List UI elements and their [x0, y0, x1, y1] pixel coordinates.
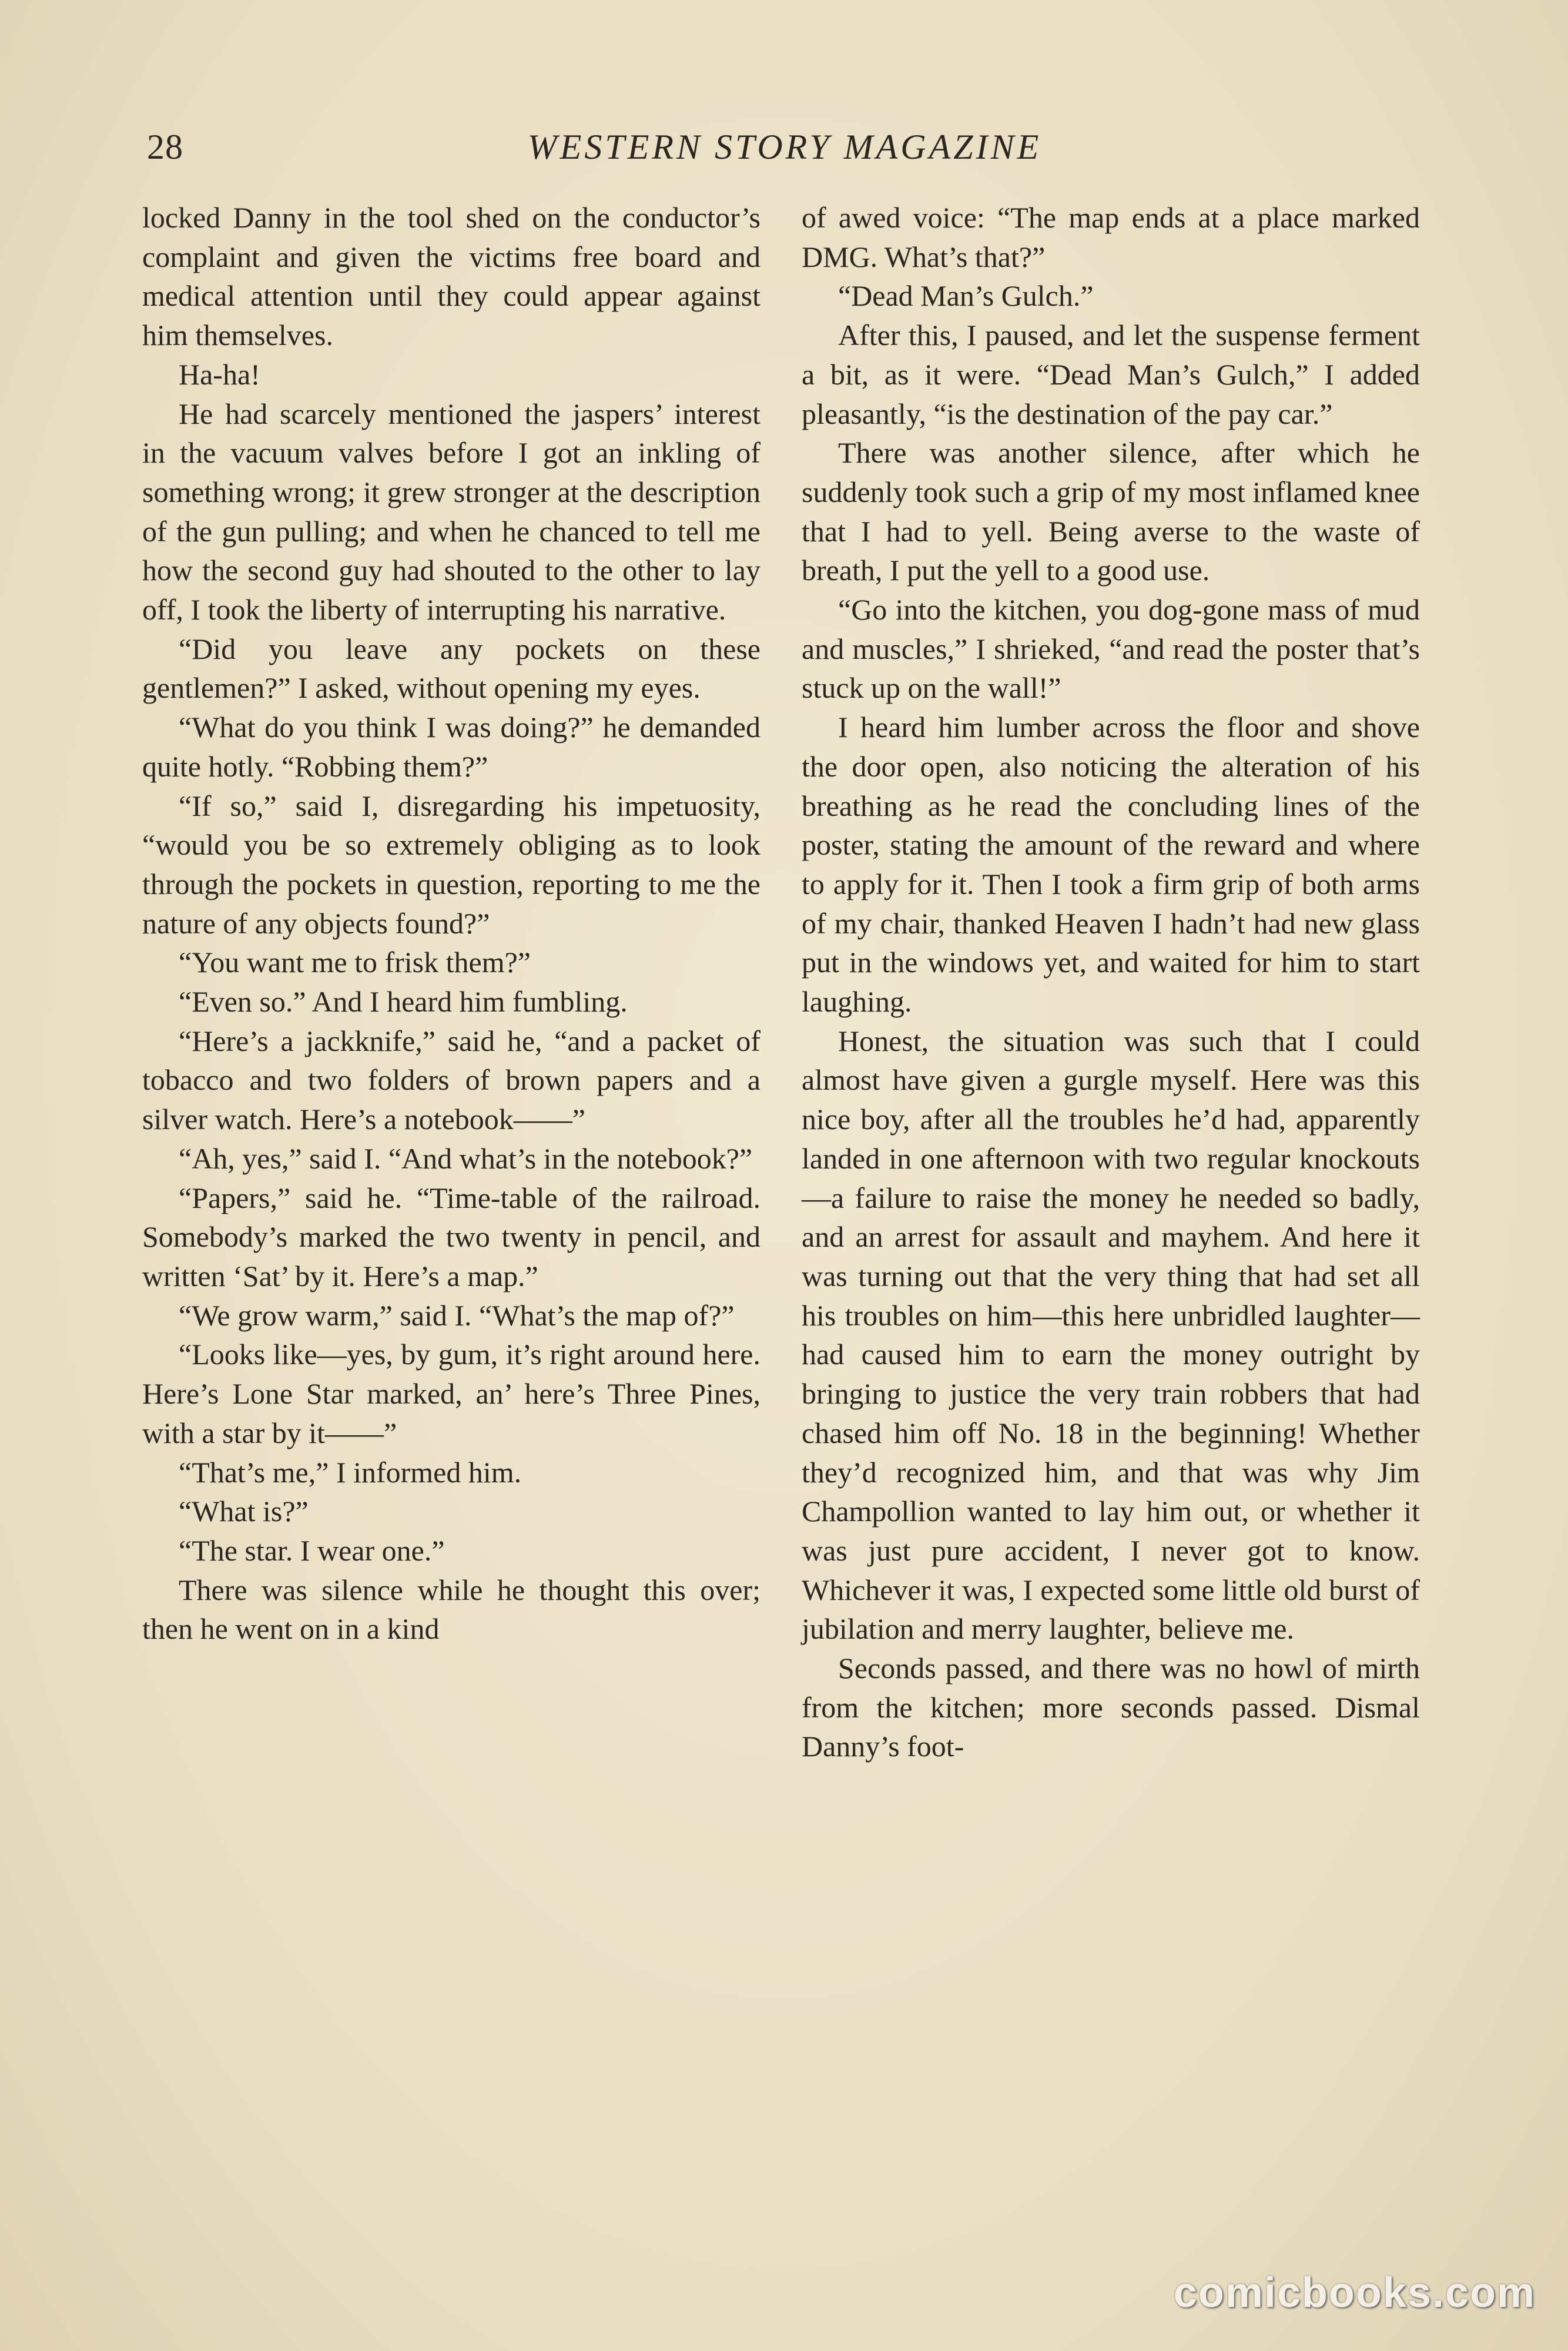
paragraph: “Here’s a jackknife,” said he, “and a packet of tobacco and two folders of brown papers and a silver watch. Here’s a notebook——”	[142, 1024, 760, 1136]
paragraph: “Even so.” And I heard him fumbling.	[179, 985, 628, 1019]
left-column	[142, 198, 760, 1649]
paragraph: “Dead Man’s Gulch.”	[838, 279, 1094, 313]
watermark: comicbooks.com	[1173, 2269, 1536, 2316]
paragraph: “Ah, yes,” said I. “And what’s in the notebook?”	[179, 1141, 753, 1175]
running-title: WESTERN STORY MAGAZINE	[527, 128, 1042, 166]
paragraph: Seconds passed, and there was no howl of mirth from the kitchen; more seconds passed. Dismal Danny’s foot-	[802, 1652, 1420, 1763]
paragraph: “If so,” said I, disregarding his impetuosity, “would you be so extremely obliging as to look through the pockets in question, reporting to me the nature of any objects found?”	[142, 789, 760, 940]
paragraph: “Did you leave any pockets on these gentlemen?” I asked, without opening my eyes.	[142, 632, 760, 705]
paragraph: Honest, the situation was such that I could almost have given a gurgle myself. Here was this nice boy, after all the troubles he’d had, apparently landed in one afternoon with two regular knockouts—a failure to raise the money he needed so badly, and an arrest for assault and mayhem. And here it was turning out that the very thing that had set all his troubles on him—this here unbridled laughter—had caused him to earn the money outright by bringing to justice the very train robbers that had chased him off No. 18 in the beginning! Whether they’d recognized him, and that was why Jim Champollion wanted to lay him out, or whether it was just pure accident, I never got to know. Whichever it was, I expected some little old burst of jubilation and merry laughter, believe me.	[802, 1024, 1420, 1646]
paragraph: “What do you think I was doing?” he demanded quite hotly. “Robbing them?”	[142, 711, 760, 783]
paragraph: “Looks like—yes, by gum, it’s right around here. Here’s Lone Star marked, an’ here’s Three Pines, with a star by it——”	[142, 1338, 760, 1449]
paragraph: I heard him lumber across the floor and shove the door open, also noticing the alteration of his breathing as he read the concluding lines of the poster, stating the amount of the reward and where to apply for it. Then I took a firm grip of both arms of my chair, thanked Heaven I hadn’t had new glass put in the windows yet, and waited for him to start laughing.	[802, 711, 1420, 1019]
paragraph: “Go into the kitchen, you dog-gone mass of mud and muscles,” I shrieked, “and read the poster that’s stuck up on the wall!”	[802, 593, 1420, 705]
paragraph: There was silence while he thought this over; then he went on in a kind	[142, 1573, 760, 1646]
paragraph: Ha-ha!	[179, 357, 260, 391]
page-header	[147, 120, 1422, 179]
right-column	[802, 198, 1420, 1766]
paragraph: “That’s me,” I informed him.	[179, 1455, 522, 1489]
paragraph: “Papers,” said he. “Time-table of the railroad. Somebody’s marked the two twenty in pencil, and written ‘Sat’ by it. Here’s a map.”	[142, 1181, 760, 1292]
page-number: 28	[147, 128, 183, 166]
paragraph: “What is?”	[179, 1495, 309, 1528]
paragraph: After this, I paused, and let the suspense ferment a bit, as it were. “Dead Man’s Gulch,” I added pleasantly, “is the destination of the pay car.”	[802, 319, 1420, 430]
paragraph: “We grow warm,” said I. “What’s the map of?”	[179, 1298, 735, 1332]
paragraph: He had scarcely mentioned the jaspers’ interest in the vacuum valves before I got an inkling of something wrong; it grew stronger at the description of the gun pulling; and when he chanced to tell me how the second guy had shouted to the other to lay off, I took the liberty of interrupting his narrative.	[142, 397, 760, 627]
paragraph: “The star. I wear one.”	[179, 1533, 445, 1567]
paragraph: locked Danny in the tool shed on the conductor’s complaint and given the victims free board and medical attention until they could appear against him themselves.	[142, 201, 760, 352]
paragraph: of awed voice: “The map ends at a place marked DMG. What’s that?”	[802, 201, 1420, 273]
paragraph: There was another silence, after which he suddenly took such a grip of my most inflamed knee that I had to yell. Being averse to the waste of breath, I put the yell to a good use.	[802, 436, 1420, 587]
paragraph: “You want me to frisk them?”	[179, 946, 531, 979]
